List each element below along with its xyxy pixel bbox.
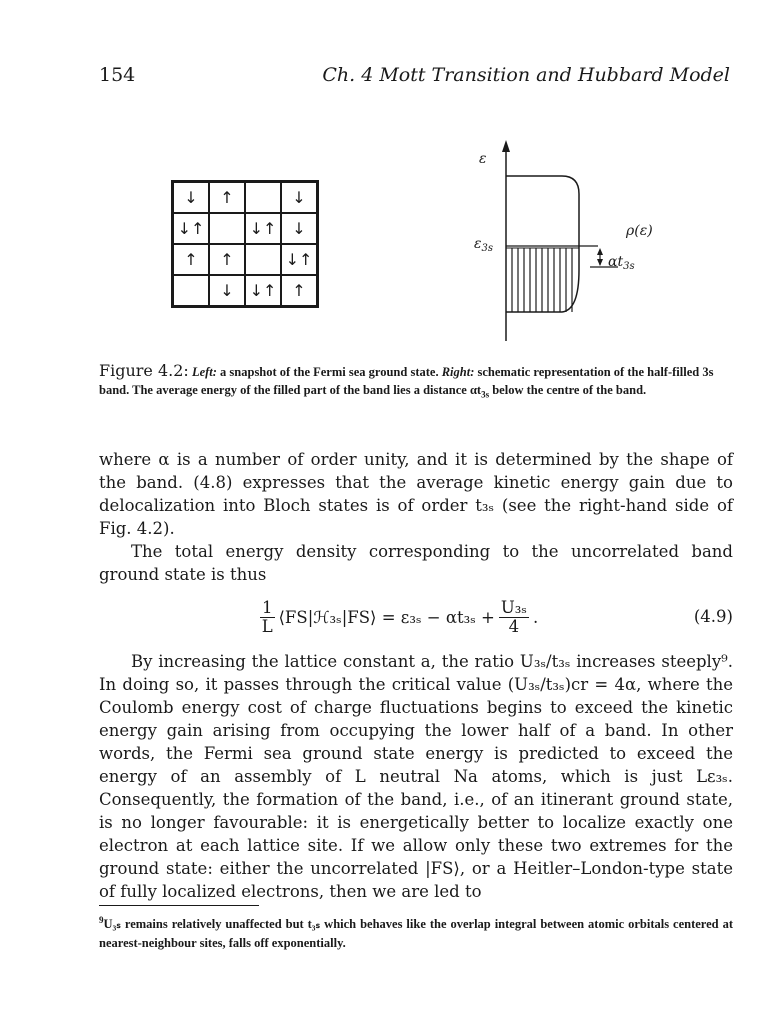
fraction-one-over-l: $\frac{1}{L}$ [261, 598, 273, 636]
lattice-site [173, 275, 209, 306]
lattice-site [209, 213, 245, 244]
fermi-sea-lattice-grid [171, 180, 319, 308]
energy-axis-label: ε [479, 151, 487, 167]
density-of-states-diagram [470, 138, 670, 347]
lattice-site: ↑ [281, 275, 317, 306]
running-header-title: Ch. 4 Mott Transition and Hubbard Model [322, 64, 730, 86]
equation-expression: ⟨FS|ℋ₃ₛ|FS⟩ = ε₃ₛ − αt₃ₛ + [278, 608, 495, 627]
lattice-site: ↓↑ [245, 213, 281, 244]
fraction-u-over-4: $\frac{\text{U₃ₛ}}{4}$ [500, 598, 527, 636]
shift-arrow-head-up [597, 248, 603, 255]
energy-axis-arrowhead [502, 140, 510, 152]
paragraph-alpha-definition: where α is a number of order unity, and it is determined by the shape of the band. (4.8) expresses that the average kinetic energy gain due to delocalization into Bloch states is of order t₃ₛ (see the right-hand side of Fig. 4.2). [99, 450, 733, 538]
lattice-site: ↓↑ [281, 244, 317, 275]
filled-band-hatching [512, 248, 572, 312]
paragraph-total-energy: The total energy density corresponding to the uncorrelated band ground state is thus [99, 542, 733, 584]
equation-number: (4.9) [693, 607, 733, 626]
lattice-site: ↓ [281, 213, 317, 244]
page-number: 154 [99, 64, 136, 86]
lattice-site: ↓↑ [173, 213, 209, 244]
lattice-site: ↓ [281, 182, 317, 213]
lattice-site: ↑ [173, 244, 209, 275]
paragraph-critical-ratio: By increasing the lattice constant a, the ratio U₃ₛ/t₃ₛ increases steeply⁹. In doing so, it passes through the critical value (U₃ₛ/t₃ₛ)cr = 4α, where the Coulomb energy cost of charge fluctuations begins to exceed the kinetic energy gain arising from occupying the lower half of a band. In other words, the Fermi sea ground state energy is predicted to exceed the energy of an assembly of L neutral Na atoms, which is just Lε₃ₛ. Consequently, the formation of the band, i.e., of an itinerant ground state, is no longer favourable: it is energetically better to localize exactly one electron at each lattice site. If we allow only these two extremes for the ground state: either the uncorrelated |FS⟩, or a Heitler–London-type state of fully localized electrons, then we are led to [99, 652, 733, 901]
equation-trailing-period: . [532, 608, 539, 627]
lattice-site: ↑ [209, 244, 245, 275]
lattice-site [245, 182, 281, 213]
shift-label: $\alpha t_{3s}$ [608, 254, 635, 272]
figure-caption: Figure 4.2: Left: a snapshot of the Fermi sea ground state. Right: schematic representation of the half-filled 3s band. The average energy of the filled part of the band lies a distance $\alpha t_{3s}$ below the centre of the band. [99, 361, 714, 400]
lattice-site: ↓↑ [245, 275, 281, 306]
footnote-9: $^9$U₃ₛ remains relatively unaffected but t₃ₛ which behaves like the overlap integral between atomic orbitals centered at nearest-neighbour sites, falls off exponentially. [99, 915, 733, 951]
density-label: ρ(ε) [626, 223, 653, 239]
lattice-site: ↑ [209, 182, 245, 213]
band-centre-label: $\varepsilon_{3s}$ [474, 236, 494, 254]
lattice-site: ↓ [173, 182, 209, 213]
shift-arrow-head-down [597, 259, 603, 266]
footnote-rule [99, 905, 259, 906]
lattice-site: ↓ [209, 275, 245, 306]
lattice-site [245, 244, 281, 275]
equation-4-9 [99, 595, 733, 641]
